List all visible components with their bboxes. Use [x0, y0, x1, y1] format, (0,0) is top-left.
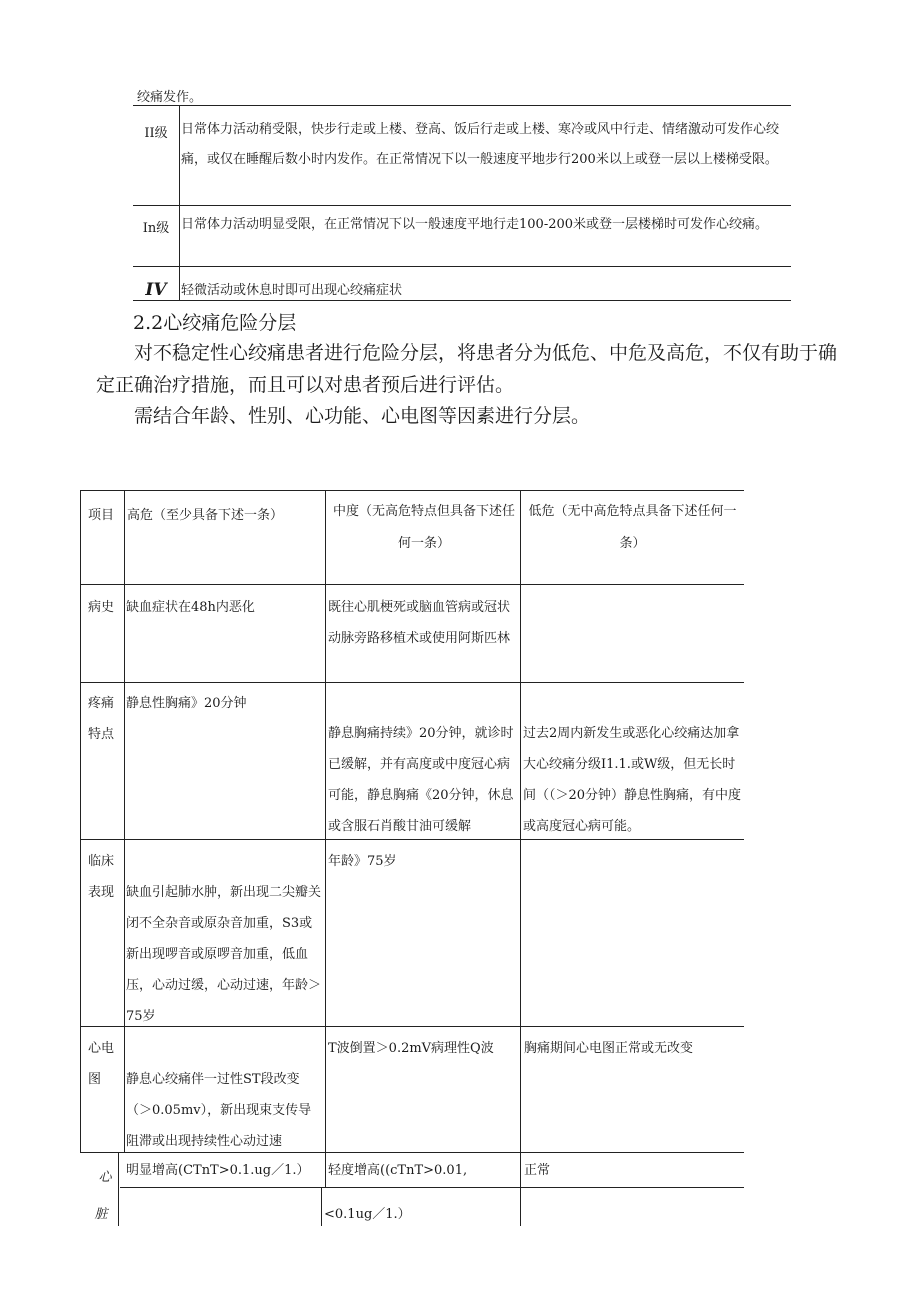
row-label-organ: 脏 [94, 1207, 108, 1222]
row-label-ecg: 心电图 [88, 1041, 115, 1087]
row-label-pain: 疼痛特点 [88, 696, 115, 742]
row-label-heart: 心 [98, 1170, 112, 1185]
grade-text: 轻微活动或休息时即可出现心绞痛症状 [181, 283, 403, 298]
ecg-medium: T波倒置＞0.2mV病理性Q波 [328, 1041, 494, 1056]
header-item: 项目 [88, 508, 115, 523]
table-border [80, 490, 81, 1152]
intro-paragraph: 对不稳定性心绞痛患者进行危险分层，将患者分为低危、中危及高危，不仅有助于确定正确治疗措施，而且可以对患者预后进行评估。 [96, 342, 838, 396]
marker2-medium: <0.1ug／1.） [324, 1207, 411, 1222]
table-border [80, 490, 744, 491]
row-label-history: 病史 [88, 600, 115, 615]
history-high: 缺血症状在48h内恶化 [126, 600, 255, 615]
marker-high: 明显增高(CTnT>0.1.ug／1.） [126, 1163, 310, 1178]
table-border [120, 1187, 744, 1188]
divider [133, 105, 791, 106]
grade-label: II级 [144, 126, 168, 141]
table-border [321, 1187, 322, 1226]
pain-medium: 静息胸痛持续》20分钟，就诊时已缓解，并有高度或中度冠心病可能，静息胸痛《20分钟，休息或含服石肖酸甘油可缓解 [328, 726, 514, 834]
table-border [520, 490, 521, 1226]
divider [133, 300, 791, 301]
ecg-high: 静息心绞痛伴一过性ST段改变（＞0.05mv），新出现束支传导阻滞或出现持续性心动过速 [126, 1072, 312, 1149]
factors-paragraph: 需结合年龄、性别、心功能、心电图等因素进行分层。 [134, 405, 591, 427]
pain-high: 静息性胸痛》20分钟 [126, 696, 247, 711]
header-medium-risk: 中度（无高危特点但具备下述任何一条） [332, 504, 515, 551]
grade-label: IV [145, 280, 167, 300]
divider [133, 205, 791, 206]
row-label-clinical: 临床表现 [88, 854, 115, 900]
grading-intro-tail: 绞痛发作。 [137, 90, 203, 105]
history-medium: 既往心肌梗死或脑血管病或冠状动脉旁路移植术或使用阿斯匹林 [328, 600, 511, 646]
table-border [124, 490, 125, 1152]
ecg-low: 胸痛期间心电图正常或无改变 [524, 1041, 694, 1056]
header-low-risk: 低危（无中高危特点具备下述任何一条） [528, 504, 737, 551]
clinical-medium: 年龄》75岁 [328, 854, 397, 869]
grade-text: 日常体力活动稍受限，快步行走或上楼、登高、饭后行走或上楼、寒冷或风中行走、情绪激动可发作心绞痛，或仅在睡醒后数小时内发作。在正常情况下以一般速度平地步行200米以上或登一层以上楼梯受限。 [181, 122, 780, 167]
clinical-high: 缺血引起肺水肿，新出现二尖瓣关闭不全杂音或原杂音加重，S3或新出现啰音或原啰音加重，低血压，心动过缓，心动过速，年龄＞75岁 [126, 885, 322, 1024]
risk-stratification-table [80, 490, 744, 1226]
header-high-risk: 高危（至少具备下述一条） [127, 508, 284, 523]
grade-text: 日常体力活动明显受限，在正常情况下以一般速度平地行走100-200米或登一层楼梯时可发作心绞痛。 [181, 217, 769, 232]
section-heading: 2.2心绞痛危险分层 [133, 312, 297, 334]
marker-low: 正常 [524, 1163, 551, 1178]
table-border [80, 584, 744, 585]
pain-low: 过去2周内新发生或恶化心绞痛达加拿大心绞痛分级I1.1.或W级，但无长时间（（＞20分钟）静息性胸痛，有中度或高度冠心病可能。 [523, 726, 742, 834]
marker-medium: 轻度增高((cTnT>0.01, [328, 1163, 468, 1178]
table-border [80, 682, 744, 683]
table-border [325, 490, 326, 1187]
grade-label: In级 [142, 221, 170, 236]
column-divider [179, 105, 180, 300]
divider [133, 266, 791, 267]
